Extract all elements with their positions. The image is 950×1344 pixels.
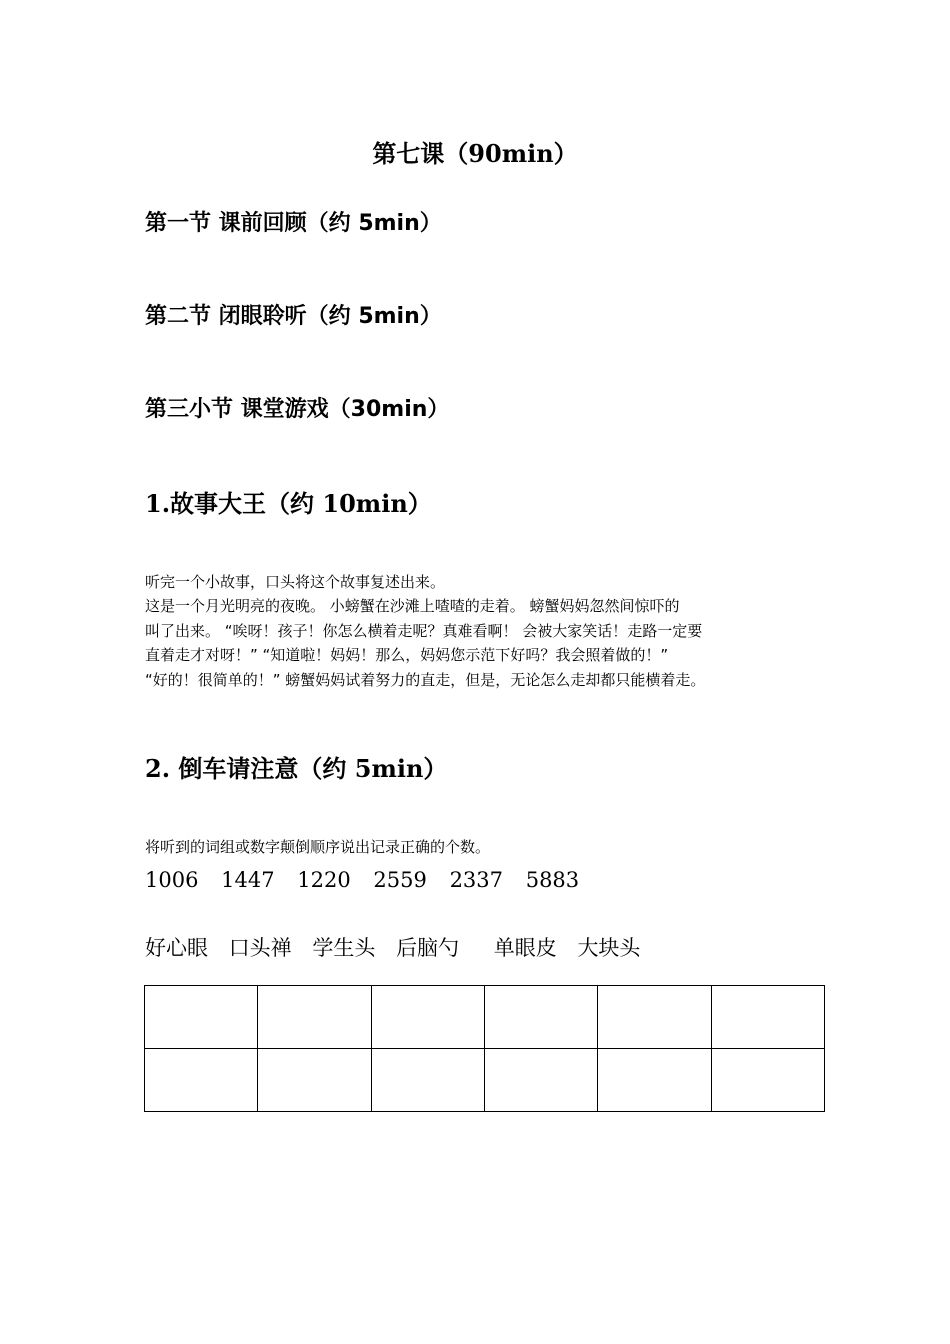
- game-1-instruction: 听完一个小故事，口头将这个故事复述出来。: [145, 573, 446, 591]
- answer-cell: [371, 986, 484, 1049]
- answer-cell: [145, 986, 258, 1049]
- answer-cell: [145, 1049, 258, 1112]
- number-item: 1447: [221, 868, 275, 892]
- number-list: [145, 868, 595, 892]
- story-line: 直着走才对呀！” “知道啦！妈妈！那么，妈妈您示范下好吗？我会照着做的！”: [145, 646, 669, 664]
- number-item: 1220: [297, 868, 351, 892]
- number-item: 2337: [449, 868, 504, 892]
- word-item: 大块头: [577, 936, 641, 960]
- answer-grid-row: [145, 1049, 825, 1112]
- answer-cell: [598, 986, 711, 1049]
- section-3-heading: 第三小节 课堂游戏（30min）: [145, 397, 450, 422]
- number-item: 1006: [145, 868, 199, 892]
- section-1-heading: 第一节 课前回顾（约 5min）: [145, 211, 442, 236]
- answer-cell: [484, 986, 597, 1049]
- answer-cell: [711, 986, 824, 1049]
- game-2-heading: 2. 倒车请注意（约 5min）: [145, 754, 448, 783]
- word-item: 口头禅: [228, 936, 292, 960]
- game-2-instruction: 将听到的词组或数字颠倒顺序说出记录正确的个数。: [145, 838, 491, 856]
- answer-grid: [144, 985, 825, 1112]
- answer-cell: [258, 1049, 371, 1112]
- answer-cell: [258, 986, 371, 1049]
- word-list: [145, 932, 640, 962]
- number-item: 2559: [373, 868, 427, 892]
- section-2-heading: 第二节 闭眼聆听（约 5min）: [145, 304, 442, 329]
- lesson-title: 第七课（90min）: [372, 139, 578, 168]
- story-line: 这是一个月光明亮的夜晚。 小螃蟹在沙滩上喳喳的走着。 螃蟹妈妈忽然间惊吓的: [145, 597, 680, 615]
- story-line: “好的！很简单的！” 螃蟹妈妈试着努力的直走，但是，无论怎么走却都只能横着走。: [145, 670, 706, 689]
- answer-cell: [484, 1049, 597, 1112]
- number-item: 5883: [525, 868, 580, 892]
- word-item: 后脑勺: [396, 936, 460, 960]
- game-1-heading: 1.故事大王（约 10min）: [145, 489, 432, 518]
- word-item: 单眼皮: [493, 936, 557, 960]
- answer-grid-row: [145, 986, 825, 1049]
- answer-cell: [598, 1049, 711, 1112]
- answer-cell: [371, 1049, 484, 1112]
- story-line: 叫了出来。 “唉呀！孩子！你怎么横着走呢？真难看啊！ 会被大家笑话！走路一定要: [145, 621, 703, 640]
- story-paragraph: [145, 594, 825, 692]
- answer-cell: [711, 1049, 824, 1112]
- word-item: 学生头: [312, 936, 376, 960]
- word-item: 好心眼: [145, 936, 208, 960]
